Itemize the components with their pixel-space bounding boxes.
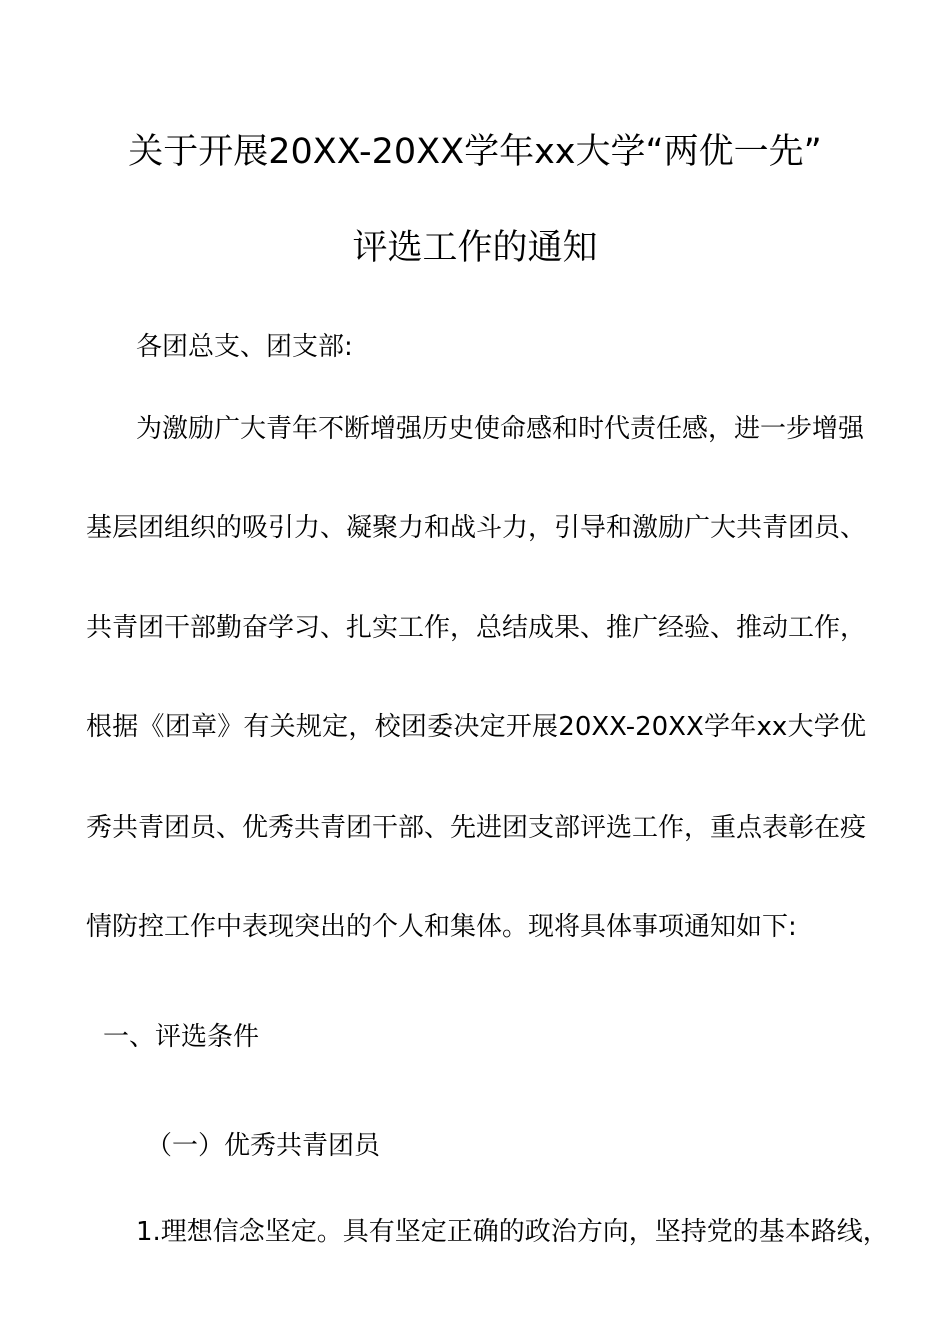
salutation: 各团总支、团支部:	[136, 332, 353, 362]
paragraph-line: 根据《团章》有关规定，校团委决定开展20XX-20XX学年xx大学优	[86, 712, 866, 742]
paragraph-line: 共青团干部勤奋学习、扎实工作，总结成果、推广经验、推动工作，	[86, 613, 867, 643]
subsection-heading: （一）优秀共青团员	[146, 1131, 381, 1161]
section-heading: 一、评选条件	[103, 1022, 260, 1052]
document-title-line-1: 关于开展20XX-20XX学年xx大学“两优一先”	[128, 132, 822, 172]
document-title-line-2: 评选工作的通知	[352, 228, 598, 268]
paragraph-line: 情防控工作中表现突出的个人和集体。现将具体事项通知如下:	[86, 912, 797, 942]
paragraph-line: 基层团组织的吸引力、凝聚力和战斗力，引导和激励广大共青团员、	[86, 513, 867, 543]
paragraph-line: 为激励广大青年不断增强历史使命感和时代责任感，进一步增强	[136, 414, 865, 444]
paragraph-line: 秀共青团员、优秀共青团干部、先进团支部评选工作，重点表彰在疫	[86, 813, 867, 843]
list-item: 1.理想信念坚定。具有坚定正确的政治方向，坚持党的基本路线，	[136, 1217, 889, 1247]
